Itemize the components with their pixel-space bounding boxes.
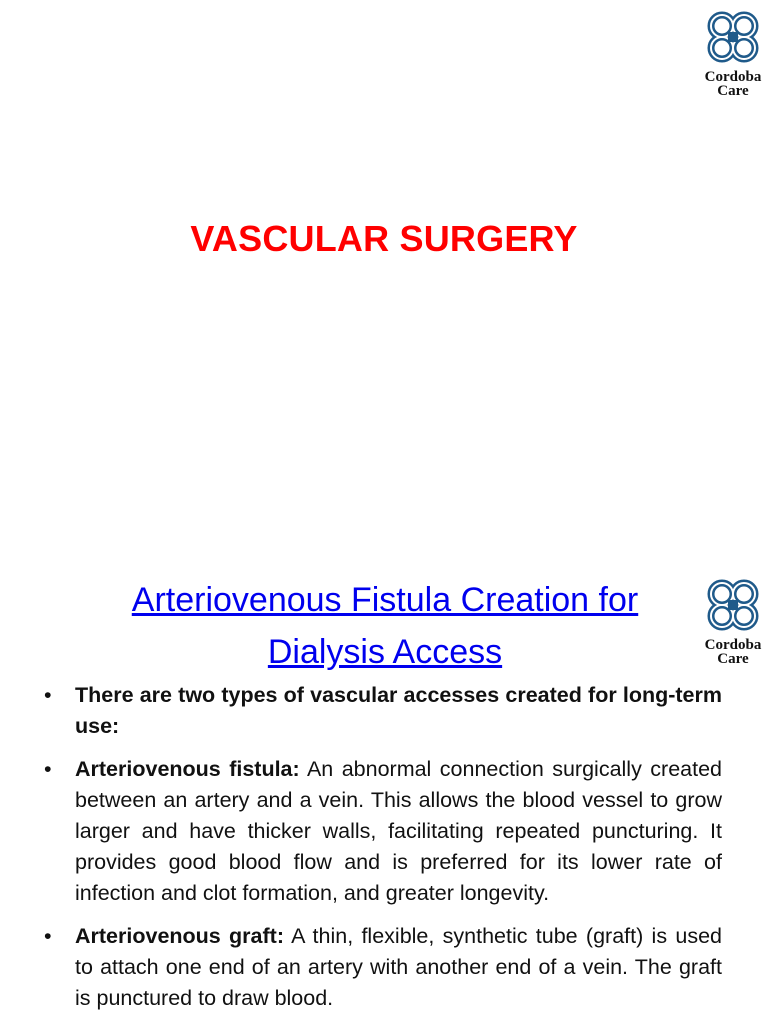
- logo-wordmark: Cordoba Care: [704, 637, 762, 667]
- cordoba-care-logo: [698, 6, 768, 98]
- list-item: [44, 754, 722, 909]
- slide-heading: [80, 574, 690, 678]
- list-item: [44, 921, 722, 1014]
- bullet-icon: •: [44, 683, 52, 707]
- list-item: [44, 680, 722, 742]
- slide-title: VASCULAR SURGERY: [190, 218, 578, 259]
- heading-link[interactable]: Arteriovenous Fistula Creation for Dialysis Access: [131, 581, 639, 671]
- bullet-term: Arteriovenous fistula:: [75, 757, 300, 781]
- logo-wordmark: Cordoba Care: [704, 69, 762, 99]
- bullet-text: An abnormal connection surgically created between an artery and a vein. This allows the blood vessel to grow larger and have thicker walls, facilitating repeated puncturing. It provides good blood flow and is preferred for its lower rate of infection and clot formation, and greater longevity.: [75, 757, 722, 905]
- bullet-icon: •: [44, 924, 52, 948]
- bullet-term: Arteriovenous graft:: [75, 924, 284, 948]
- bullet-icon: •: [44, 757, 52, 781]
- cordoba-care-knot-icon: [702, 6, 764, 68]
- bullet-list: [44, 680, 722, 1026]
- cordoba-care-logo: [698, 574, 768, 666]
- bullet-text: A thin, flexible, synthetic tube (graft) is used to attach one end of an artery with another end of a vein. The graft is punctured to draw blood.: [75, 924, 722, 1010]
- bullet-term: There are two types of vascular accesses created for long-term use:: [75, 683, 722, 738]
- content-slide: [0, 560, 768, 1024]
- cordoba-care-knot-icon: [702, 574, 764, 636]
